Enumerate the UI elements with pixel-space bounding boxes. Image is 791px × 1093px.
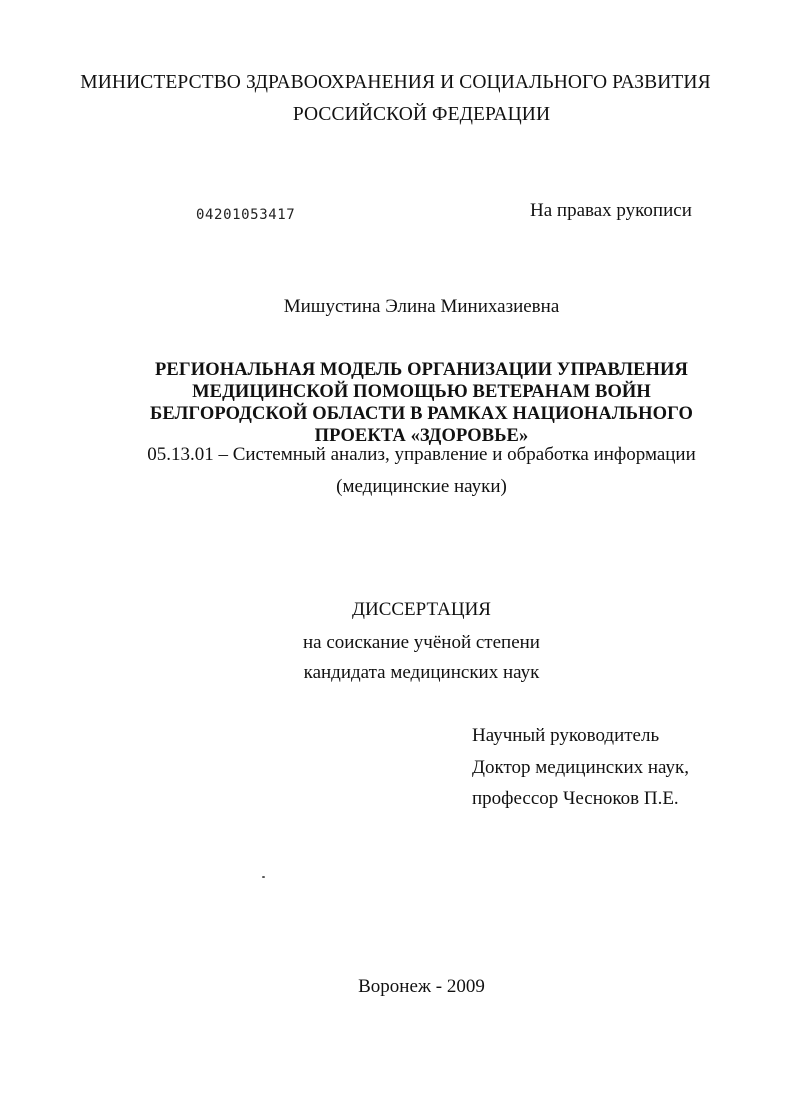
supervisor-name: профессор Чесноков П.Е. (472, 788, 679, 809)
title-line: ПРОЕКТА «ЗДОРОВЬЕ» (314, 426, 529, 446)
specialty-code: 05.13.01 – Системный анализ, управление и обработка информации (147, 444, 696, 465)
title-line: РЕГИОНАЛЬНАЯ МОДЕЛЬ ОРГАНИЗАЦИИ УПРАВЛЕНИЯ (155, 360, 688, 380)
supervisor-label: Научный руководитель (472, 725, 660, 746)
serial-number: 04201053417 (196, 207, 296, 223)
work-type: ДИССЕРТАЦИЯ (352, 599, 491, 620)
place-year: Воронеж - 2009 (358, 976, 485, 997)
specialty-field: (медицинские науки) (336, 476, 507, 497)
degree-line-1: на соискание учёной степени (303, 632, 540, 653)
scan-speck (262, 876, 265, 878)
ministry-line-1: МИНИСТЕРСТВО ЗДРАВООХРАНЕНИЯ И СОЦИАЛЬНОГО РАЗВИТИЯ (80, 72, 711, 93)
degree-line-2: кандидата медицинских наук (303, 662, 540, 683)
author-name: Мишустина Элина Минихазиевна (283, 296, 560, 317)
title-line: БЕЛГОРОДСКОЙ ОБЛАСТИ В РАМКАХ НАЦИОНАЛЬНОГО (150, 404, 693, 424)
ministry-line-2: РОССИЙСКОЙ ФЕДЕРАЦИИ (292, 104, 551, 125)
supervisor-degree: Доктор медицинских наук, (472, 757, 689, 778)
rights-note: На правах рукописи (530, 200, 692, 221)
title-line: МЕДИЦИНСКОЙ ПОМОЩЬЮ ВЕТЕРАНАМ ВОЙН (192, 382, 651, 402)
